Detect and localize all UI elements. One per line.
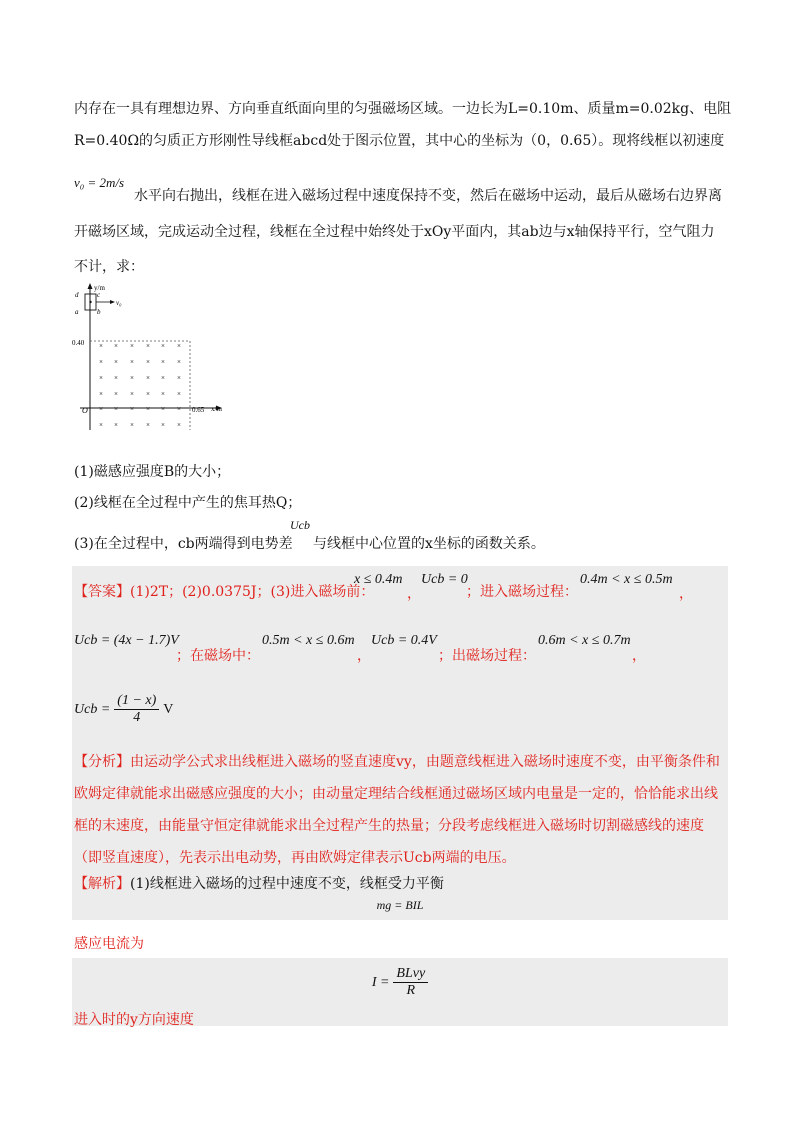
field-cross: × [99, 374, 103, 382]
field-cross: × [161, 358, 165, 366]
equation-current-numerator: BLvy [393, 966, 428, 983]
solution-text-1: (1)线框进入磁场的过程中速度不变，线框受力平衡 [130, 876, 444, 892]
field-cross: × [161, 374, 165, 382]
field-cross: × [130, 374, 134, 382]
field-cross: × [146, 421, 150, 429]
corner-c-label: c [97, 291, 101, 299]
analysis-line-3: 框的末速度，由能量守恒定律就能求出全过程产生的热量；分段考虑线框进入磁场时切割磁感线的速度 [74, 818, 704, 834]
answer-tag: 【答案】 [74, 584, 130, 600]
answer-sep-4: ， [632, 648, 646, 664]
answer-math-5: 0.5m < x ≤ 0.6m [262, 633, 355, 648]
field-cross: × [114, 358, 118, 366]
problem-line-1: 内存在一具有理想边界、方向垂直纸面向里的匀强磁场区域。一边长为L=0.10m、质量m=0.02kg、电阻 [74, 101, 732, 117]
answer-sep-3: ， [357, 648, 371, 664]
magnetic-field-figure [70, 282, 230, 432]
solution-line-2: 感应电流为 [74, 936, 144, 952]
problem-line-3: 水平向右抛出，线框在进入磁场过程中速度保持不变，然后在磁场中运动，最后从磁场右边界离 [134, 188, 722, 204]
answer-math-7: 0.6m < x ≤ 0.7m [538, 633, 631, 648]
field-cross: × [146, 342, 150, 350]
solution-tag: 【解析】 [74, 876, 130, 892]
field-cross: × [177, 405, 181, 413]
y-axis-label: y/m [94, 284, 105, 292]
field-cross: × [130, 405, 134, 413]
field-cross: × [99, 421, 103, 429]
field-cross: × [114, 342, 118, 350]
equation-current-fraction [393, 966, 428, 999]
equation-current [0, 966, 800, 999]
field-cross: × [161, 390, 165, 398]
answer-sep-1: ， [407, 586, 421, 602]
v0-expression: v₀ = 2m/s [74, 175, 125, 190]
field-cross: × [99, 405, 103, 413]
answer-text-2: ；进入磁场过程： [466, 584, 578, 600]
field-cross: × [177, 374, 181, 382]
question-1: (1)磁感应强度B的大小； [74, 464, 231, 480]
equation-current-lhs: I = [371, 974, 390, 990]
question-2: (2)线框在全过程中产生的焦耳热Q； [74, 495, 302, 511]
field-cross: × [99, 342, 103, 350]
field-cross: × [177, 390, 181, 398]
field-cross: × [161, 405, 165, 413]
answer-math-4: Ucb = (4x − 1.7)V [74, 633, 179, 648]
x-axis-label: x/m [211, 405, 222, 413]
answer-math-1: x ≤ 0.4m [354, 572, 403, 587]
field-cross: × [99, 390, 103, 398]
answer-text-1: (1)2T；(2)0.0375J；(3)进入磁场前： [130, 584, 375, 600]
field-cross: × [114, 390, 118, 398]
field-cross: × [99, 358, 103, 366]
analysis-line-1 [74, 752, 720, 772]
corner-a-label: a [75, 308, 79, 316]
field-cross: × [161, 342, 165, 350]
field-cross: × [146, 358, 150, 366]
answer-math-8-numerator: (1 − x) [114, 693, 159, 710]
answer-line-1 [74, 582, 374, 602]
field-cross: × [177, 358, 181, 366]
problem-line-5: 不计，求： [74, 259, 144, 275]
answer-math-8-unit: V [163, 701, 174, 717]
field-cross: × [130, 342, 134, 350]
x-tick-label: 0.65 [192, 406, 205, 414]
analysis-text-1: 由运动学公式求出线框进入磁场的竖直速度vy，由题意线框进入磁场时速度不变，由平衡条件和 [130, 754, 720, 770]
field-crosses [99, 342, 181, 429]
field-cross: × [130, 421, 134, 429]
field-cross: × [161, 421, 165, 429]
answer-math-8-denominator: 4 [133, 710, 141, 725]
answer-text-4: ；出磁场过程： [438, 648, 536, 664]
analysis-line-2: 欧姆定律就能求出磁感应强度的大小；由动量定理结合线框通过磁场区域内电量是一定的，恰恰能求出线 [74, 786, 718, 802]
answer-math-6: Ucb = 0.4V [371, 633, 437, 648]
ucb-symbol: Ucb [290, 518, 310, 532]
solution-line-1 [74, 874, 444, 894]
answer-math-3: 0.4m < x ≤ 0.5m [580, 572, 673, 587]
field-cross: × [146, 374, 150, 382]
answer-math-2: Ucb = 0 [421, 572, 468, 587]
answer-math-8-lhs: Ucb = [74, 701, 111, 717]
problem-line-2: R=0.40Ω的匀质正方形刚性导线框abcd处于图示位置，其中心的坐标为（0，0.65）。现将线框以初速度 [74, 133, 725, 149]
field-cross: × [114, 421, 118, 429]
field-cross: × [130, 358, 134, 366]
y-tick-label: 0.40 [72, 339, 85, 347]
answer-math-8-fraction [114, 693, 159, 726]
field-cross: × [146, 390, 150, 398]
field-cross: × [114, 374, 118, 382]
answer-sep-2: ， [679, 586, 693, 602]
field-cross: × [177, 421, 181, 429]
answer-text-3: ；在磁场中： [176, 648, 260, 664]
question-3-suffix: 与线框中心位置的x坐标的函数关系。 [313, 536, 545, 552]
analysis-line-4: （即竖直速度），先表示出电动势，再由欧姆定律表示Ucb两端的电压。 [74, 850, 516, 866]
analysis-tag: 【分析】 [74, 754, 130, 770]
velocity-label: v₀ [116, 299, 122, 307]
problem-line-4: 开磁场区域，完成运动全过程，线框在全过程中始终处于xOy平面内，其ab边与x轴保持平行，空气阻力 [74, 224, 715, 240]
question-3-prefix: (3)在全过程中，cb两端得到电势差 [74, 536, 293, 552]
answer-math-8 [74, 693, 173, 726]
corner-d-label: d [75, 291, 79, 299]
corner-b-label: b [97, 308, 101, 316]
origin-label: O [82, 406, 88, 415]
field-cross: × [130, 390, 134, 398]
field-cross: × [177, 342, 181, 350]
field-cross: × [146, 405, 150, 413]
equation-current-denominator: R [406, 983, 416, 998]
equation-mg-bil: mg = BIL [376, 898, 424, 912]
field-cross: × [114, 405, 118, 413]
solution-line-3: 进入时的y方向速度 [74, 1012, 194, 1028]
